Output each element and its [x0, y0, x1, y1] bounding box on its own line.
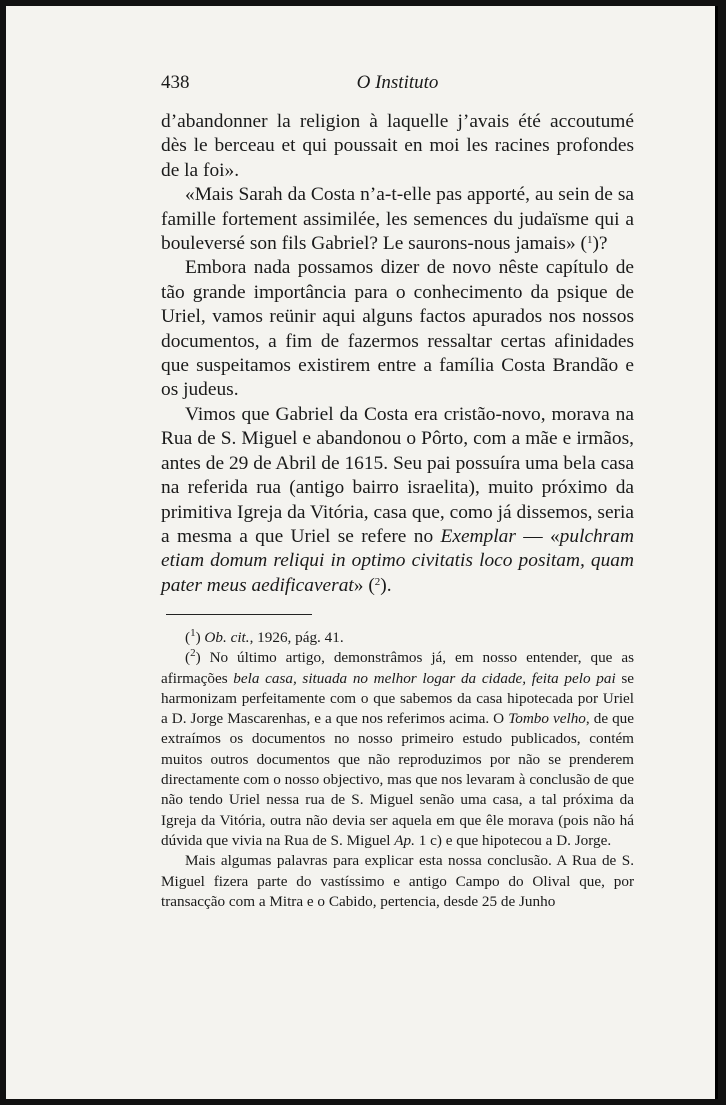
footnote-1: ($^1$) Ob. cit., 1926, pág. 41. [185, 627, 344, 646]
footnote-ref-2: 2 [374, 575, 381, 588]
footnote-2-continuation: Mais algumas palavras para explicar esta nossa conclusão. A Rua de S. Miguel fizera parte do vastíssimo e antigo Campo do Olival que, por transacção com a Mitra e o Cabido, pertencia, desde 25 de Junho [161, 852, 634, 910]
main-text [161, 110, 634, 598]
latin-quotation: pulchram etiam domum reliqui in optimo civitatis loco positam, quam pater meus aedificaverat [161, 525, 634, 596]
footnotes [161, 628, 634, 912]
footnote-separator [166, 614, 312, 615]
exemplar-title: Exemplar [440, 525, 516, 547]
footnote-2: ($^2$) No último artigo, demonstrâmos já, em nosso entender, que as afirmações bela casa, situada no melhor logar da cidade, feita pelo pai se harmonizam perfeitamente com o que sabemos da casa hipotecada por Uriel a D. Jorge Mascarenhas, e a que nos referimos acima. O Tombo velho, de que extraímos os documentos no nosso primeiro estudo publicados, contém muitos outros documentos que não reproduzimos por não se prenderem directamente com o nosso objectivo, mas que nos levaram à conclusão de que não tendo Uriel nessa rua de S. Miguel senão uma casa, a tal próxima da Igreja da Vitória, outra não devia ser aquela em que êle morava (pois não há dúvida que vivia na Rua de S. Miguel Ap. 1 c) e que hipotecou a D. Jorge. [161, 647, 635, 849]
book-page [6, 6, 718, 1099]
page-number: 438 [161, 72, 190, 93]
page-header [161, 72, 634, 98]
running-title: O Instituto [356, 72, 439, 93]
paragraph-2: «Mais Sarah da Costa n’a-t-elle pas apporté, au sein de sa famille fortement assimilée, les semences du judaïsme qui a bouleversé son fils Gabriel? Le saurons-nous jamais» ($^1$)? [161, 184, 634, 255]
paragraph-3: Embora nada possamos dizer de novo nêste capítulo de tão grande importância para o conhecimento da psique de Uriel, vamos reünir aqui alguns factos apurados nos nossos documentos, a fim de fazermos ressaltar certas afinidades que suspeitamos existirem entre a família Costa Brandão e os judeus. [161, 257, 634, 401]
paragraph-4: Vimos que Gabriel da Costa era cristão-novo, morava na Rua de S. Miguel e abandonou o Pôrto, com a mãe e irmãos, antes de 29 de Abril de 1615. Seu pai possuíra uma bela casa na referida rua (antigo bairro israelita), muito próximo da primitiva Igreja da Vitória, casa que, como já dissemos, seria a mesma a que Uriel se refere no Exemplar — «pulchram etiam domum reliqui in optimo civitatis loco positam, quam pater meus aedificaverat» ($^2$). [161, 403, 634, 596]
paragraph-1: d’abandonner la religion à laquelle j’avais été accoutumé dès le berceau et qui poussait en moi les racines profondes de la foi». [161, 111, 634, 181]
footnote-ref-1: 1 [586, 234, 593, 247]
